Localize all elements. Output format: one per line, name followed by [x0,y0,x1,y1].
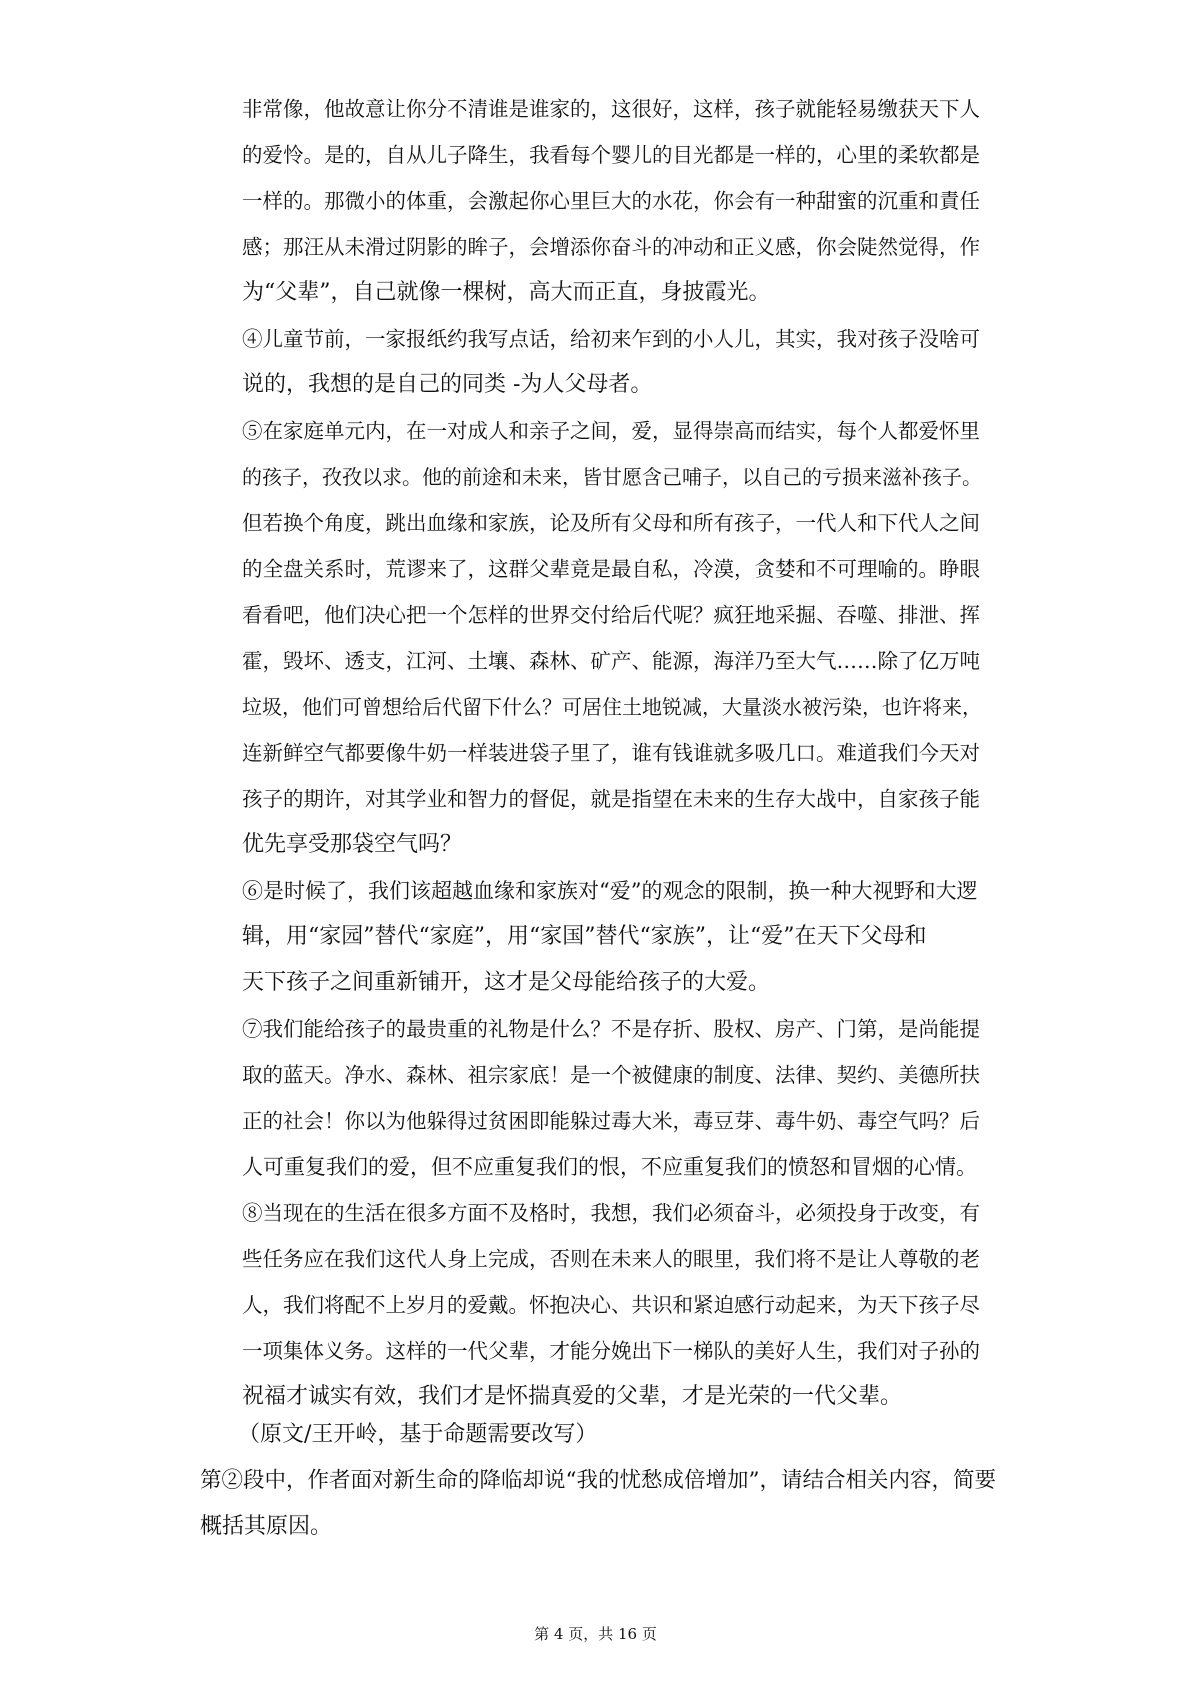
passage-line: 垃圾，他们可曾想给后代留下什么？可居住土地锐减，大量淡水被污染，也许将来， [242,695,982,719]
passage-line: 孩子的期许，对其学业和智力的督促，就是指望在未来的生存大战中，自家孩子能 [242,787,980,811]
passage-line: 感；那汪从未滑过阴影的眸子，会增添你奋斗的冲动和正义感，你会陡然觉得，作 [242,235,980,259]
passage-line: 为“父辈”，自己就像一棵树，高大而正直，身披霞光。 [242,280,771,305]
passage-line: 但若换个角度，跳出血缘和家族，论及所有父母和所有孩子，一代人和下代人之间 [242,511,980,535]
paragraph-8-start: ⑧当现在的生活在很多方面不及格时，我想，我们必须奋斗，必须投身于改变，有 [242,1201,980,1225]
paragraph-5-start: ⑤在家庭单元内，在一对成人和亲子之间，爱，显得崇高而结实，每个人都爱怀里 [242,419,980,443]
passage-line: 一项集体义务。这样的一代父辈，才能分娩出下一梯队的美好人生，我们对子孙的 [242,1339,980,1363]
passage-line: 取的蓝天。净水、森林、祖宗家底！是一个被健康的制度、法律、契约、美德所扶 [242,1063,980,1087]
paragraph-6-start: ⑥是时候了，我们该超越血缘和家族对“爱”的观念的限制，换一种大视野和大逻 [242,879,978,903]
passage-line: 天下孩子之间重新铺开，这才是父母能给孩子的大爱。 [242,970,771,995]
passage-line: 一样的。那微小的体重，会激起你心里巨大的水花，你会有一种甜蜜的沉重和責任 [242,189,980,213]
question-line: 概括其原因。 [200,1514,333,1539]
passage-line: 连新鲜空气都要像牛奶一样装进袋子里了，谁有钱谁就多吸几口。难道我们今天对 [242,741,980,765]
passage-line: 人可重复我们的爱，但不应重复我们的恨，不应重复我们的愤怒和冒烟的心情。 [242,1155,977,1179]
passage-line: 辑，用“家园”替代“家庭”，用“家国”替代“家族”，让“爱”在天下父母和 [242,924,927,949]
passage-line: 霍，毁坏、透支，江河、土壤、森林、矿产、能源，海洋乃至大气……除了亿万吨 [242,649,980,673]
passage-line: 的爱怜。是的，自从儿子降生，我看每个婴儿的目光都是一样的，心里的柔软都是 [242,143,980,167]
page-number-footer: 第 4 页，共 16 页 [534,1625,657,1643]
passage-line: 的孩子，孜孜以求。他的前途和未来，皆甘愿含己哺子，以自己的亏损来滋补孩子。 [242,465,982,489]
passage-line: 非常像，他故意让你分不清谁是谁家的，这很好，这样，孩子就能轻易缴获天下人 [242,97,980,121]
paragraph-7-start: ⑦我们能给孩子的最贵重的礼物是什么？不是存折、股权、房产、门第，是尚能提 [242,1017,980,1041]
passage-line: 看看吧，他们决心把一个怎样的世界交付给后代呢？疯狂地采掘、吞噬、排泄、挥 [242,603,980,627]
passage-line: 优先享受那袋空气吗？ [242,832,463,857]
source-attribution: （原文/王开岭，基于命题需要改写） [238,1422,598,1447]
passage-line: 正的社会！你以为他躲得过贫困即能躲过毒大米，毒豆芽、毒牛奶、毒空气吗？后 [242,1109,980,1133]
paragraph-4-start: ④儿童节前，一家报纸约我写点话，给初来乍到的小人儿，其实，我对孩子没啥可 [242,327,980,351]
passage-line: 祝福才诚实有效，我们才是怀揣真爱的父辈，才是光荣的一代父辈。 [242,1384,903,1409]
passage-line: 说的，我想的是自己的同类 -为人父母者。 [242,372,653,397]
passage-line: 的全盘关系时，荒谬来了，这群父辈竟是最自私，冷漠，贪婪和不可理喻的。睁眼 [242,557,980,581]
passage-line: 些任务应在我们这代人身上完成，否则在未来人的眼里，我们将不是让人尊敬的老 [242,1247,980,1271]
question-line: 第②段中，作者面对新生命的降临却说“我的忧愁成倍增加”，请结合相关内容，简要 [200,1468,996,1493]
passage-line: 人，我们将配不上岁月的爱戴。怀抱决心、共识和紧迫感行动起来，为天下孩子尽 [242,1293,980,1317]
